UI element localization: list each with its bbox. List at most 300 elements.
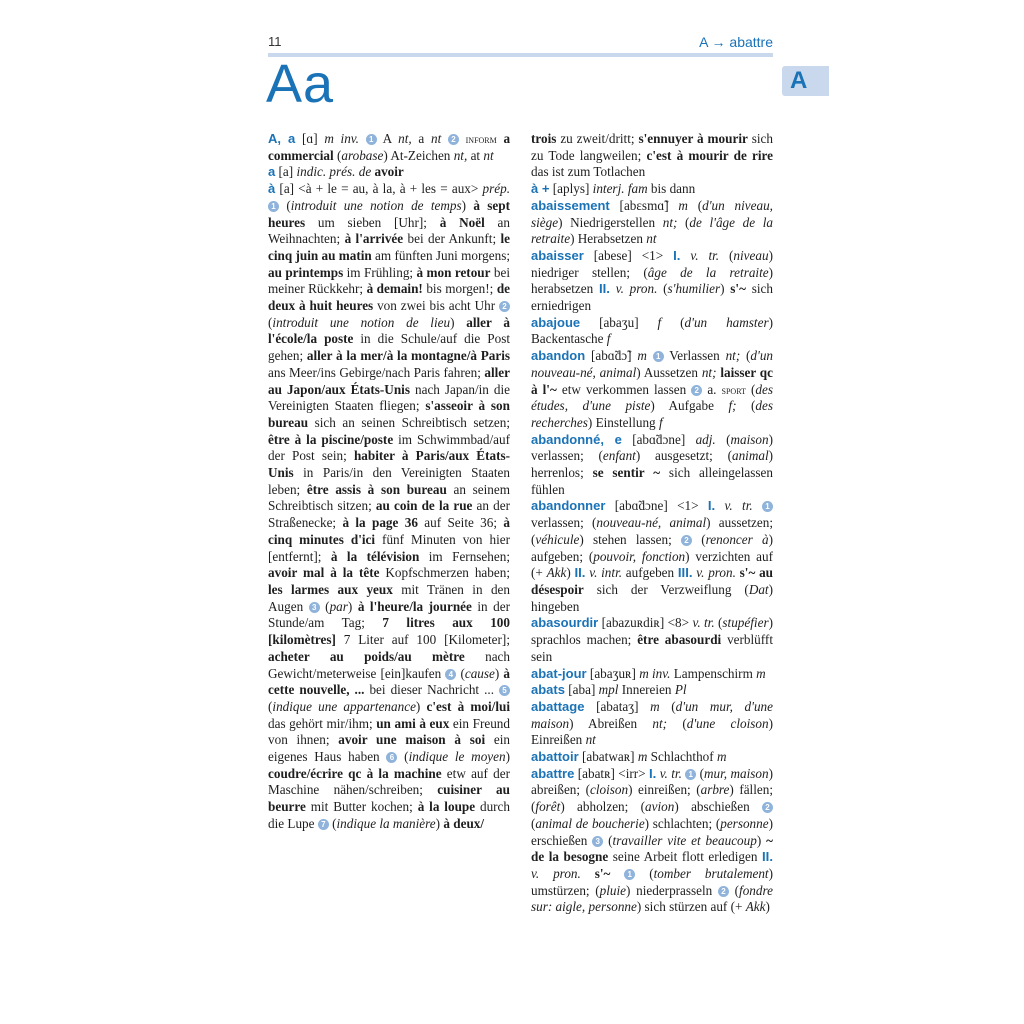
text-run: ( [268, 314, 273, 330]
text-run: ) herabsetzen [531, 264, 774, 297]
example-phrase: laisser qc à l'~ [531, 364, 773, 397]
text-run: [abese] <1> [583, 247, 674, 263]
grammar-label: d'un hamster [684, 314, 769, 330]
grammar-label: f [657, 314, 662, 330]
text-run: ( [657, 281, 668, 297]
text-run: auf Seite 36; [417, 515, 504, 531]
grammar-label: cause [464, 665, 495, 681]
text-run: etw verkommen lassen [556, 381, 692, 397]
sense-number: 3 [309, 602, 320, 613]
header-rule [268, 53, 773, 57]
text-run: ) verzichten auf (+ [531, 548, 773, 581]
text-run: ( [728, 882, 740, 898]
example-phrase: à Noël [439, 214, 485, 230]
grammar-label: f [606, 331, 611, 347]
text-run: sich erniedrigen [531, 281, 773, 314]
text-run: ( [268, 698, 273, 714]
headword: A, a [268, 131, 296, 146]
text-run: [aplys] [549, 181, 593, 197]
example-phrase: a commercial [268, 131, 511, 163]
dictionary-entry [531, 615, 773, 665]
text-run: im Frühling; [343, 264, 417, 280]
section-numeral: II. [574, 565, 586, 581]
example-phrase: un ami à eux [376, 715, 450, 731]
dictionary-entry [531, 766, 773, 916]
text-run: ( [667, 715, 687, 731]
dictionary-entry [531, 699, 773, 749]
text-run: ) [720, 281, 731, 297]
example-phrase: s'ennuyer à mourir [638, 131, 748, 146]
grammar-label: nouveau-né, animal [596, 515, 707, 531]
grammar-label: personne [720, 815, 769, 831]
text-run: verblüfft sein [531, 632, 773, 664]
example-phrase: s'~ [730, 281, 746, 297]
grammar-label: Akk [745, 899, 766, 915]
text-run: ( [677, 214, 690, 230]
section-numeral: II. [598, 281, 610, 297]
example-phrase: avoir mal à la tête [268, 565, 380, 581]
text-run: ) [347, 598, 358, 614]
grammar-label: arobase [341, 147, 384, 163]
grammar-label: v. tr. [659, 765, 682, 781]
text-run: ( [714, 615, 723, 631]
text-run: ) sprachlos machen; [531, 615, 773, 648]
grammar-label: Dat [748, 581, 769, 597]
sense-number: 2 [762, 802, 773, 813]
grammar-label: tomber brutalement [653, 865, 769, 881]
grammar-label: enfant [602, 448, 636, 464]
grammar-label: véhicule [535, 531, 580, 547]
text-run: in Paris/in den Vereinigten Staaten leben; [268, 465, 510, 497]
sense-number: 2 [718, 886, 729, 897]
section-numeral: I. [673, 247, 681, 263]
grammar-label: f [658, 414, 663, 430]
example-phrase: à la page 36 [342, 515, 418, 531]
grammar-label: indique le moyen [408, 749, 506, 765]
text-run [753, 498, 762, 513]
text-run: ) erschießen [531, 815, 773, 848]
headword: abandonné, e [531, 431, 622, 447]
sense-number: 7 [318, 819, 329, 830]
sense-number: 1 [685, 769, 696, 780]
grammar-label: nt; [662, 214, 678, 230]
grammar-label: maison [730, 431, 769, 447]
text-run: ( [328, 815, 337, 831]
headword: abat-jour [531, 665, 587, 681]
example-phrase: c'est à mourir de rire [646, 147, 773, 163]
example-phrase: à cette nouvelle, ... [268, 665, 510, 698]
grammar-label: m [716, 749, 727, 765]
text-run [581, 866, 595, 881]
text-run: ( [740, 348, 751, 364]
text-run: [abaʒu] [580, 314, 658, 330]
dictionary-entry [531, 181, 773, 198]
text-run: ( [603, 832, 613, 848]
headword: abajoue [531, 314, 581, 330]
grammar-label: m [650, 698, 660, 714]
example-phrase: à la télévision [330, 548, 420, 564]
thumb-index-letter: A [790, 67, 808, 94]
example-phrase: avoir [374, 164, 404, 180]
left-column [268, 131, 510, 833]
grammar-label: de l'âge de la retraite [531, 214, 773, 247]
grammar-label: v. tr. [724, 498, 753, 514]
grammar-label: d'un nouveau-né, animal [531, 348, 774, 380]
text-run: im Schwimmbad/auf der Post sein; [268, 431, 510, 464]
headword: abaissement [531, 197, 610, 213]
text-run: [a] <à + le = au, à la, à + les = aux> [275, 181, 483, 197]
text-run: 7 Liter auf 100 [Kilometer]; [335, 632, 510, 648]
text-run: Kopfschmerzen haben; [379, 565, 510, 581]
example-phrase: au printemps [268, 264, 344, 280]
text-run: ) ausgesetzt; ( [635, 448, 732, 464]
text-run: ) Einreißen [531, 715, 773, 748]
text-run: a. [702, 381, 722, 397]
text-run [459, 131, 466, 146]
text-run: ( [635, 865, 654, 881]
dictionary-entry [268, 164, 510, 181]
dictionary-entry [531, 131, 773, 181]
text-run: in der Stunde/am Tag; [268, 598, 510, 631]
text-run: ( [456, 665, 465, 681]
headword: abaisser [531, 247, 584, 263]
grammar-label: m [637, 348, 647, 364]
text-run: nach Japan/in die Vereinigten Staaten fliegen; [268, 381, 510, 414]
grammar-label: forêt [535, 799, 561, 815]
grammar-label: mpl [598, 682, 619, 698]
grammar-label: fondre sur: aigle, personne [531, 882, 773, 915]
grammar-label: indique une appartenance [272, 698, 416, 714]
text-run: ) Herabsetzen [570, 231, 647, 247]
grammar-label: indic. prés. de [296, 164, 372, 180]
text-run: in die Schule/auf die Post gehen; [268, 331, 510, 364]
grammar-label: cloison [589, 782, 629, 798]
text-run: [abataʒ] [584, 698, 651, 714]
text-run: [abɑ̃dɔne] [621, 431, 696, 447]
text-run: ) [494, 665, 504, 681]
dictionary-entry [531, 348, 773, 432]
grammar-label: prép. [482, 181, 510, 197]
text-run: ) Niedrigerstellen [558, 214, 663, 230]
text-run [647, 348, 653, 363]
sense-number: 1 [624, 869, 635, 880]
example-phrase: s'asseoir à son bureau [268, 398, 510, 430]
grammar-label: Akk [546, 565, 567, 581]
grammar-label: f; [728, 398, 737, 414]
text-run: [a] [275, 164, 297, 180]
text-run: Schlachthof [647, 749, 717, 765]
text-run: sich der Verzweiflung ( [583, 581, 749, 597]
text-run: Innereien [618, 682, 675, 698]
text-run: [aba] [564, 682, 599, 698]
dictionary-entry [268, 181, 510, 832]
dictionary-entry [531, 666, 773, 683]
text-run: bei meiner Rückkehr; [268, 264, 511, 297]
grammar-label: des études, d'une piste [531, 381, 773, 414]
grammar-label: nt [430, 131, 442, 146]
grammar-label: d'un mur, d'une maison [531, 698, 773, 731]
text-run: bis dann [647, 181, 696, 197]
text-run: fünf Minuten von hier [entfernt]; [268, 531, 510, 564]
grammar-label: d'une cloison [686, 715, 769, 731]
text-run: das ist zum Totlachen [531, 164, 646, 180]
text-run: ) Einstellung [587, 414, 659, 430]
grammar-label: avion [645, 799, 675, 815]
text-run: bei der Ankunft; [403, 231, 501, 247]
sense-number: 3 [592, 836, 603, 847]
text-run: ) aussetzen; ( [531, 515, 774, 547]
text-run: bis morgen!; [422, 281, 497, 297]
text-run: ) sich stürzen auf (+ [636, 899, 746, 915]
example-phrase: être abasourdi [637, 632, 722, 648]
text-run: ) At-Zeichen [383, 147, 454, 163]
text-run: [abɑ̃dɔne] <1> [605, 498, 708, 514]
page-number: 11 [268, 34, 282, 49]
text-run [715, 498, 724, 513]
grammar-label: arbre [700, 782, 730, 798]
text-run: ( [659, 698, 676, 714]
sense-number: 2 [681, 535, 692, 546]
text-run: ) aufgeben; ( [531, 531, 773, 564]
example-phrase: aller à l'école/la poste [268, 314, 510, 347]
grammar-label: m [756, 665, 766, 681]
text-run: durch die Lupe [268, 799, 511, 831]
grammar-label: interj. fam [592, 181, 648, 197]
text-run [610, 866, 624, 881]
text-run: A [376, 131, 399, 146]
text-run: ( [736, 398, 756, 414]
example-phrase: 7 litres aux 100 [kilomètres] [268, 615, 510, 648]
headword: à + [531, 181, 550, 197]
example-phrase: c'est à moi/lui [426, 698, 510, 714]
example-phrase: aller à la mer/à la montagne/à Paris [306, 348, 510, 364]
headword: abandon [531, 348, 586, 364]
dictionary-entry [531, 682, 773, 699]
running-head: A → abattre [699, 34, 773, 50]
text-run: seine Arbeit flott erledigen [608, 849, 762, 865]
text-run: ein eigenes Haus haben [268, 732, 510, 765]
text-run: a [411, 131, 431, 146]
example-phrase: les larmes aux yeux [268, 581, 393, 597]
grammar-label: v. intr. [589, 565, 623, 581]
text-run: ) Abreißen [569, 715, 653, 731]
section-numeral: I. [648, 765, 657, 781]
grammar-label: nt; [652, 715, 668, 731]
text-run: mit Tränen in den Augen [268, 581, 510, 614]
usage-label: sport [721, 382, 746, 397]
text-run [359, 131, 366, 146]
dictionary-entry [531, 432, 773, 499]
dictionary-entry [531, 248, 773, 315]
text-run: um sieben [Uhr]; [305, 214, 440, 230]
text-run: ) verlassen; ( [531, 431, 773, 464]
sense-number: 1 [653, 351, 664, 362]
text-run: ) abschießen [674, 799, 762, 815]
grammar-label: travailler vite et beaucoup [612, 832, 757, 848]
grammar-label: animal [731, 448, 769, 464]
grammar-label: introduit une notion de lieu [272, 314, 451, 330]
text-run: am fünften Juni morgens; [371, 247, 510, 263]
grammar-label: pouvoir, fonction [593, 548, 686, 564]
example-phrase: à mon retour [416, 264, 491, 280]
text-run: [ɑ] [295, 131, 325, 146]
right-column [531, 131, 773, 916]
text-run: ( [661, 314, 685, 330]
grammar-label: introduit une notion de temps [290, 197, 462, 213]
text-run: [abatwaʀ] [578, 749, 638, 765]
grammar-label: m [678, 197, 688, 213]
section-numeral: II. [762, 849, 773, 865]
headword: abattoir [531, 749, 579, 765]
text-run: Lampenschirm [670, 665, 757, 681]
text-run: ( [715, 431, 731, 447]
grammar-label: niveau [733, 247, 769, 263]
example-phrase: habiter à Paris/aux États-Unis [268, 448, 510, 481]
grammar-label: pluie [599, 882, 627, 898]
grammar-label: v. pron. [531, 865, 581, 881]
text-run: ( [719, 247, 734, 263]
text-run: sich an seinen Schreibtisch setzen; [308, 414, 510, 430]
example-phrase: à cinq minutes d'ici [268, 515, 510, 547]
example-phrase: être assis à son bureau [306, 481, 447, 497]
text-run: ein Freund von ihnen; [268, 715, 510, 748]
example-phrase: se sentir ~ [592, 465, 661, 481]
grammar-label: par [329, 598, 348, 614]
grammar-label: nt [483, 147, 494, 163]
grammar-label: adj. [695, 431, 716, 447]
grammar-label: indique la manière [336, 815, 436, 831]
text-run: ) einreißen; ( [628, 782, 701, 798]
text-run: ) [415, 698, 427, 714]
grammar-label: v. pron. [615, 281, 658, 297]
grammar-label: Pl [674, 682, 687, 698]
text-run: verlassen; ( [531, 515, 597, 531]
grammar-label: animal de boucherie [535, 815, 645, 831]
sense-number: 6 [386, 752, 397, 763]
text-run: ) abholzen; ( [560, 799, 646, 815]
sense-number: 5 [499, 685, 510, 696]
text-run: ) [566, 565, 575, 581]
text-run: an der Straßenecke; [268, 498, 510, 531]
text-run: ( [692, 531, 706, 547]
usage-label: inform [465, 132, 497, 146]
text-run: ) stehen lassen; [579, 531, 682, 547]
grammar-label: s'humilier [667, 281, 721, 297]
example-phrase: à sept heures [268, 197, 510, 230]
text-run: an seinem Schreibtisch sitzen; [268, 481, 510, 514]
grammar-label: v. tr. [690, 247, 720, 263]
example-phrase: aller au Japon/aux États-Unis [268, 364, 510, 397]
text-run: [abazuʀdiʀ] <8> [598, 615, 693, 631]
example-phrase: au coin de la rue [375, 498, 473, 514]
text-run: ) niedriger stellen; ( [531, 247, 773, 280]
dictionary-entry [531, 498, 773, 615]
text-run: ( [531, 815, 536, 831]
grammar-label: nt [646, 231, 657, 247]
dictionary-entry [268, 131, 510, 164]
text-run: ) Backentasche [531, 314, 773, 347]
sense-number: 1 [268, 201, 279, 212]
text-run: bei dieser Nachricht ... [364, 682, 499, 698]
text-run: [abatʀ] <irr> [574, 765, 649, 781]
dictionary-entry [531, 315, 773, 348]
headword: abasourdir [531, 615, 599, 631]
text-run: ) schlachten; ( [644, 815, 721, 831]
grammar-label: nt, [398, 131, 412, 146]
text-run: an Weihnachten; [268, 214, 510, 247]
text-run: ) umstürzen; ( [531, 865, 773, 898]
grammar-label: renoncer à [705, 531, 769, 547]
text-run: im Fernsehen; [419, 548, 510, 564]
example-phrase: à l'heure/la journée [357, 598, 472, 614]
example-phrase: de deux à huit heures [268, 281, 511, 314]
grammar-label: m inv. [324, 131, 359, 146]
text-run: ( [696, 765, 705, 781]
headword: abats [531, 682, 565, 698]
grammar-label: des recherches [531, 398, 773, 430]
grammar-label: nt, [453, 147, 468, 163]
text-run: ) herrenlos; [531, 448, 774, 481]
example-phrase: le cinq juin au matin [268, 231, 511, 263]
text-run: ) [461, 197, 474, 213]
sense-number: 1 [366, 134, 377, 145]
text-run: ) [450, 314, 467, 330]
dictionary-entry [531, 749, 773, 766]
text-run: ) [756, 832, 767, 848]
grammar-label: m [637, 749, 648, 765]
grammar-label: d'un niveau, siège [531, 197, 773, 230]
text-run: ) fällen; ( [531, 782, 774, 815]
grammar-label: m inv. [639, 665, 671, 681]
text-run: ) [765, 899, 770, 915]
section-numeral: III. [677, 565, 693, 581]
grammar-label: v. pron. [696, 565, 736, 581]
example-phrase: avoir une maison à soi [338, 732, 486, 748]
text-run: ( [745, 381, 756, 397]
grammar-label: âge de la retraite [647, 264, 769, 280]
example-phrase: à la loupe [417, 799, 476, 815]
text-run: ( [687, 197, 703, 213]
example-phrase: cuisiner au beurre [268, 782, 510, 815]
text-run: [abaʒuʀ] [586, 665, 640, 681]
example-phrase: à demain! [366, 281, 423, 297]
grammar-label: nt; [701, 364, 717, 380]
text-run: ) hingeben [531, 581, 773, 614]
text-run: ( [333, 147, 342, 163]
text-run: ) [505, 749, 510, 765]
text-run: etw auf der Maschine nähen/schreiben; [268, 765, 510, 798]
section-letter: Aa [266, 54, 335, 114]
headword: abattre [531, 765, 575, 781]
text-run: ) Aussetzen [636, 364, 702, 380]
grammar-label: v. tr. [692, 615, 715, 631]
example-phrase: trois [531, 131, 557, 146]
example-phrase: être à la piscine/poste [268, 431, 394, 447]
text-run: aufgeben [622, 565, 678, 581]
text-run: ( [319, 598, 330, 614]
example-phrase: ~ de la besogne [531, 832, 773, 865]
text-run: ( [397, 749, 409, 765]
thumb-index-tab [782, 66, 829, 96]
grammar-label: nt [585, 732, 596, 748]
text-run: ) niederprasseln [626, 882, 718, 898]
example-phrase: à l'arrivée [344, 231, 404, 247]
text-run: sich alleingelassen fühlen [531, 465, 773, 497]
text-run: von zwei bis acht Uhr [373, 298, 499, 314]
example-phrase: s'~ [594, 865, 611, 881]
text-run: at [467, 147, 484, 163]
grammar-label: stupéfier [722, 615, 769, 631]
